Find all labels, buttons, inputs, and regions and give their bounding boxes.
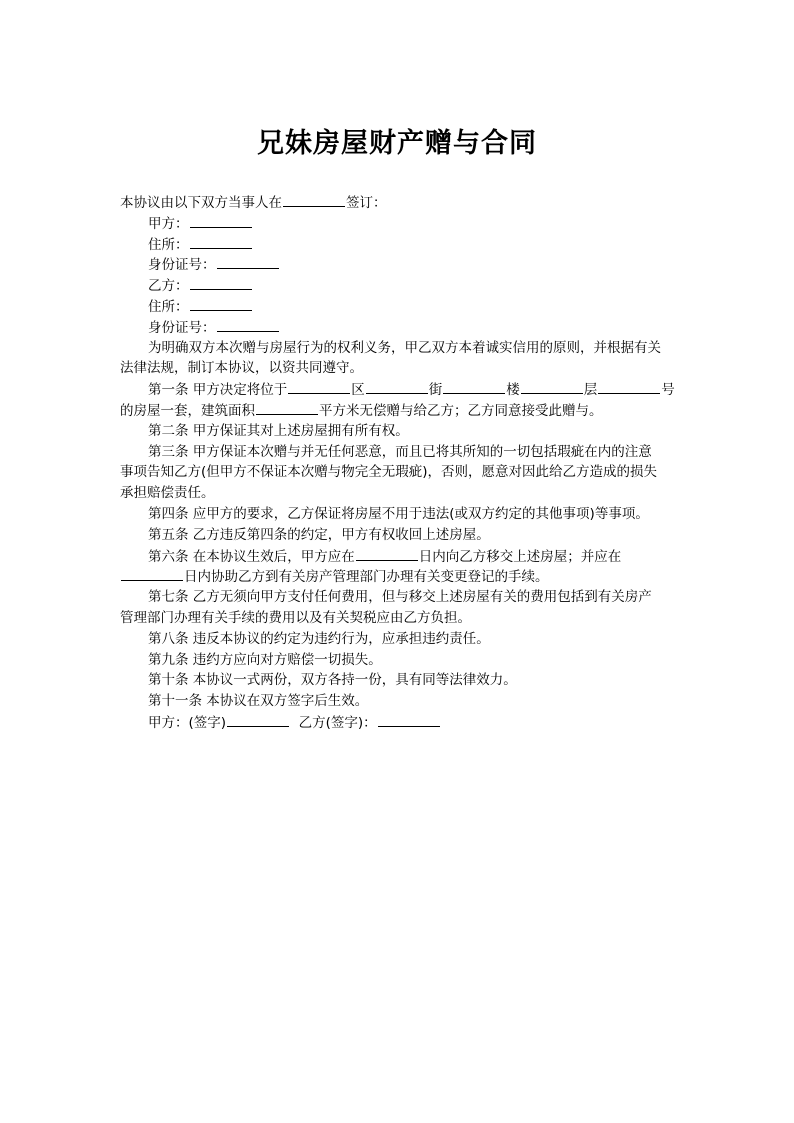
registration-days-blank [121,566,183,581]
party-b-label: 乙方： [148,278,189,295]
party-b-blank [190,275,252,290]
preamble-line-2: 法律法规，制订本协议，以资共同遵守。 [120,360,363,377]
party-a-line [120,213,676,234]
party-a-blank [190,213,252,228]
party-b-address-line [120,296,676,317]
article-3-line-2: 事项告知乙方(但甲方不保证本次赠与物完全无瑕疵)，否则，愿意对因此给乙方造成的损失 [120,464,658,481]
party-a-signature-blank [227,712,289,727]
party-b-address-label: 住所： [148,298,189,315]
area-blank [256,400,318,415]
article-7-line-1: 第七条 乙方无须向甲方支付任何费用，但与移交上述房屋有关的费用包括到有关房产 [148,589,652,606]
article-6-line-1 [120,546,676,567]
party-a-id-line [120,254,676,275]
district-blank [366,379,428,394]
article-3-line-3: 承担赔偿责任。 [120,485,215,502]
article-1-area-text: 的房屋一套，建筑面积 [120,402,255,419]
party-b-id-blank [217,317,279,332]
article-10: 第十条 本协议一式两份，双方各持一份，具有同等法律效力。 [148,672,517,689]
party-a-label: 甲方： [148,215,189,232]
floor-blank [598,379,660,394]
building-blank [521,379,583,394]
article-9: 第九条 违约方应向对方赔偿一切损失。 [148,651,382,668]
party-a-signature-label: 甲方：(签字) [148,714,227,731]
party-a-id-label: 身份证号： [148,257,216,274]
party-b-signature-blank [378,712,440,727]
article-2: 第二条 甲方保证其对上述房屋拥有所有权。 [148,422,409,439]
intro-text-end: 签订： [346,195,387,211]
party-b-signature-label: 乙方(签字)： [298,714,377,731]
party-b-id-line [120,317,676,338]
article-1-area-end: 平方米无偿赠与给乙方；乙方同意接受此赠与。 [319,402,603,419]
article-6-text-end: 日内向乙方移交上述房屋；并应在 [418,548,622,565]
article-1-line-2 [120,400,676,421]
signature-line [120,712,676,733]
street-blank [443,379,505,394]
party-b-address-blank [190,296,252,311]
article-8: 第八条 违反本协议的约定为违约行为，应承担违约责任。 [148,630,490,647]
signing-place-blank [283,192,345,207]
party-a-address-line [120,234,676,255]
party-a-address-blank [190,234,252,249]
article-6-text: 第六条 在本协议生效后，甲方应在 [148,548,355,565]
intro-text: 本协议由以下双方当事人在 [120,195,282,211]
document-title: 兄妹房屋财产赠与合同 [257,128,537,159]
party-b-line [120,275,676,296]
contract-body [120,192,676,733]
article-11: 第十一条 本协议在双方签字后生效。 [148,693,369,710]
article-1-text: 第一条 甲方决定将位于 [148,382,288,399]
article-6-line-2 [120,566,676,587]
street-label: 街 [428,382,443,399]
building-label: 楼 [506,382,520,399]
party-b-id-label: 身份证号： [148,319,216,336]
article-6-line-2-text: 日内协助乙方到有关房产管理部门办理有关变更登记的手续。 [184,569,549,586]
number-label: 号 [661,382,675,399]
preamble-line-1: 为明确双方本次赠与房屋行为的权利义务，甲乙双方本着诚实信用的原则，并根据有关 [148,339,661,356]
floor-label: 层 [583,382,598,399]
article-7-line-2: 管理部门办理有关手续的费用以及有关契税应由乙方负担。 [120,609,471,626]
article-5: 第五条 乙方违反第四条的约定，甲方有权收回上述房屋。 [148,526,490,543]
party-a-id-blank [217,254,279,269]
party-a-address-label: 住所： [148,236,189,253]
article-3-line-1: 第三条 甲方保证本次赠与并无任何恶意，而且已将其所知的一切包括瑕疵在内的注意 [148,443,652,460]
handover-days-blank [356,546,418,561]
address-blank [288,379,350,394]
article-4: 第四条 应甲方的要求，乙方保证将房屋不用于违法(或双方约定的其他事项)等事项。 [148,505,649,522]
district-label: 区 [351,382,365,399]
article-1-line-1 [120,379,676,400]
intro-line [120,192,676,213]
